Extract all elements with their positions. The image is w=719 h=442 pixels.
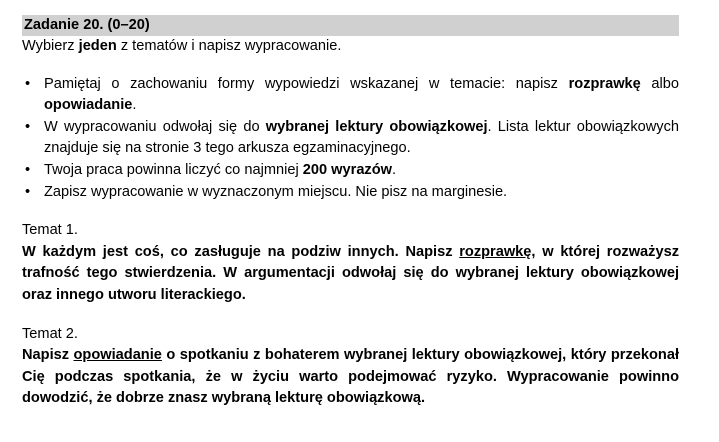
exam-task bbox=[22, 15, 679, 410]
instruction-text: W wypracowaniu odwołaj się do bbox=[44, 118, 266, 135]
topic-text: Napisz bbox=[22, 347, 74, 364]
instruction-emphasis: opowiadanie bbox=[44, 97, 133, 114]
instruction-emphasis: 200 wyrazów bbox=[302, 161, 392, 178]
topic-text: W każdym jest coś, co zasługuje na podziw innych. Napisz bbox=[22, 243, 460, 260]
instruction-text: Pamiętaj o zachowaniu formy wypowiedzi wskazanej w temacie: napisz bbox=[44, 75, 569, 92]
topic-2-label: Temat 2. bbox=[22, 325, 78, 342]
topic-2-body bbox=[22, 345, 679, 410]
instructions-list bbox=[22, 74, 679, 204]
bullet-icon: • bbox=[25, 183, 31, 200]
topic-text: o spotkaniu z bohaterem wybranej lektury obowiązkowej, który przekonał Cię podczas spotkania, że w życiu warto podejmować ryzyko. Wypracowanie powinno dowodzić, że dobrze znasz wybraną lekturę obowiązkową. bbox=[22, 347, 679, 407]
bullet-icon: • bbox=[25, 161, 31, 178]
topic-text: , w której rozważysz trafność tego stwierdzenia. W argumentacji odwołaj się do wybranej lektury obowiązkowej oraz innego utworu literackiego. bbox=[22, 243, 679, 303]
instruction-item-length bbox=[22, 160, 679, 182]
topic-1-body bbox=[22, 242, 679, 307]
topic-1 bbox=[22, 220, 679, 306]
topic-form-underlined: rozprawkę bbox=[459, 243, 532, 260]
instruction-text: . Lista lektur obowiązkowych znajduje się na stronie 3 tego arkusza egzaminacyjnego. bbox=[44, 118, 679, 157]
instruction-text: Zapisz wypracowanie w wyznaczonym miejscu. Nie pisz na marginesie. bbox=[44, 183, 508, 200]
instruction-item-reading bbox=[22, 117, 679, 160]
bullet-icon: • bbox=[25, 118, 31, 135]
topic-2 bbox=[22, 324, 679, 410]
intro-text-end: z tematów i napisz wypracowanie. bbox=[116, 38, 342, 54]
topic-form-underlined: opowiadanie bbox=[73, 347, 162, 364]
topic-1-label: Temat 1. bbox=[22, 222, 78, 239]
instruction-item-placement bbox=[22, 182, 679, 204]
instruction-emphasis: rozprawkę bbox=[568, 75, 641, 92]
task-title: Zadanie 20. (0–20) bbox=[22, 15, 679, 36]
instruction-item-form bbox=[22, 74, 679, 117]
instruction-emphasis: wybranej lektury obowiązkowej bbox=[265, 118, 488, 135]
instruction-text: . bbox=[132, 97, 137, 114]
instruction-text: albo bbox=[640, 75, 679, 92]
task-intro bbox=[22, 36, 679, 58]
bullet-icon: • bbox=[25, 75, 31, 92]
intro-text-start: Wybierz bbox=[22, 38, 79, 54]
intro-emphasis: jeden bbox=[78, 38, 117, 54]
instruction-text: Twoja praca powinna liczyć co najmniej bbox=[44, 161, 303, 178]
instruction-text: . bbox=[392, 161, 397, 178]
